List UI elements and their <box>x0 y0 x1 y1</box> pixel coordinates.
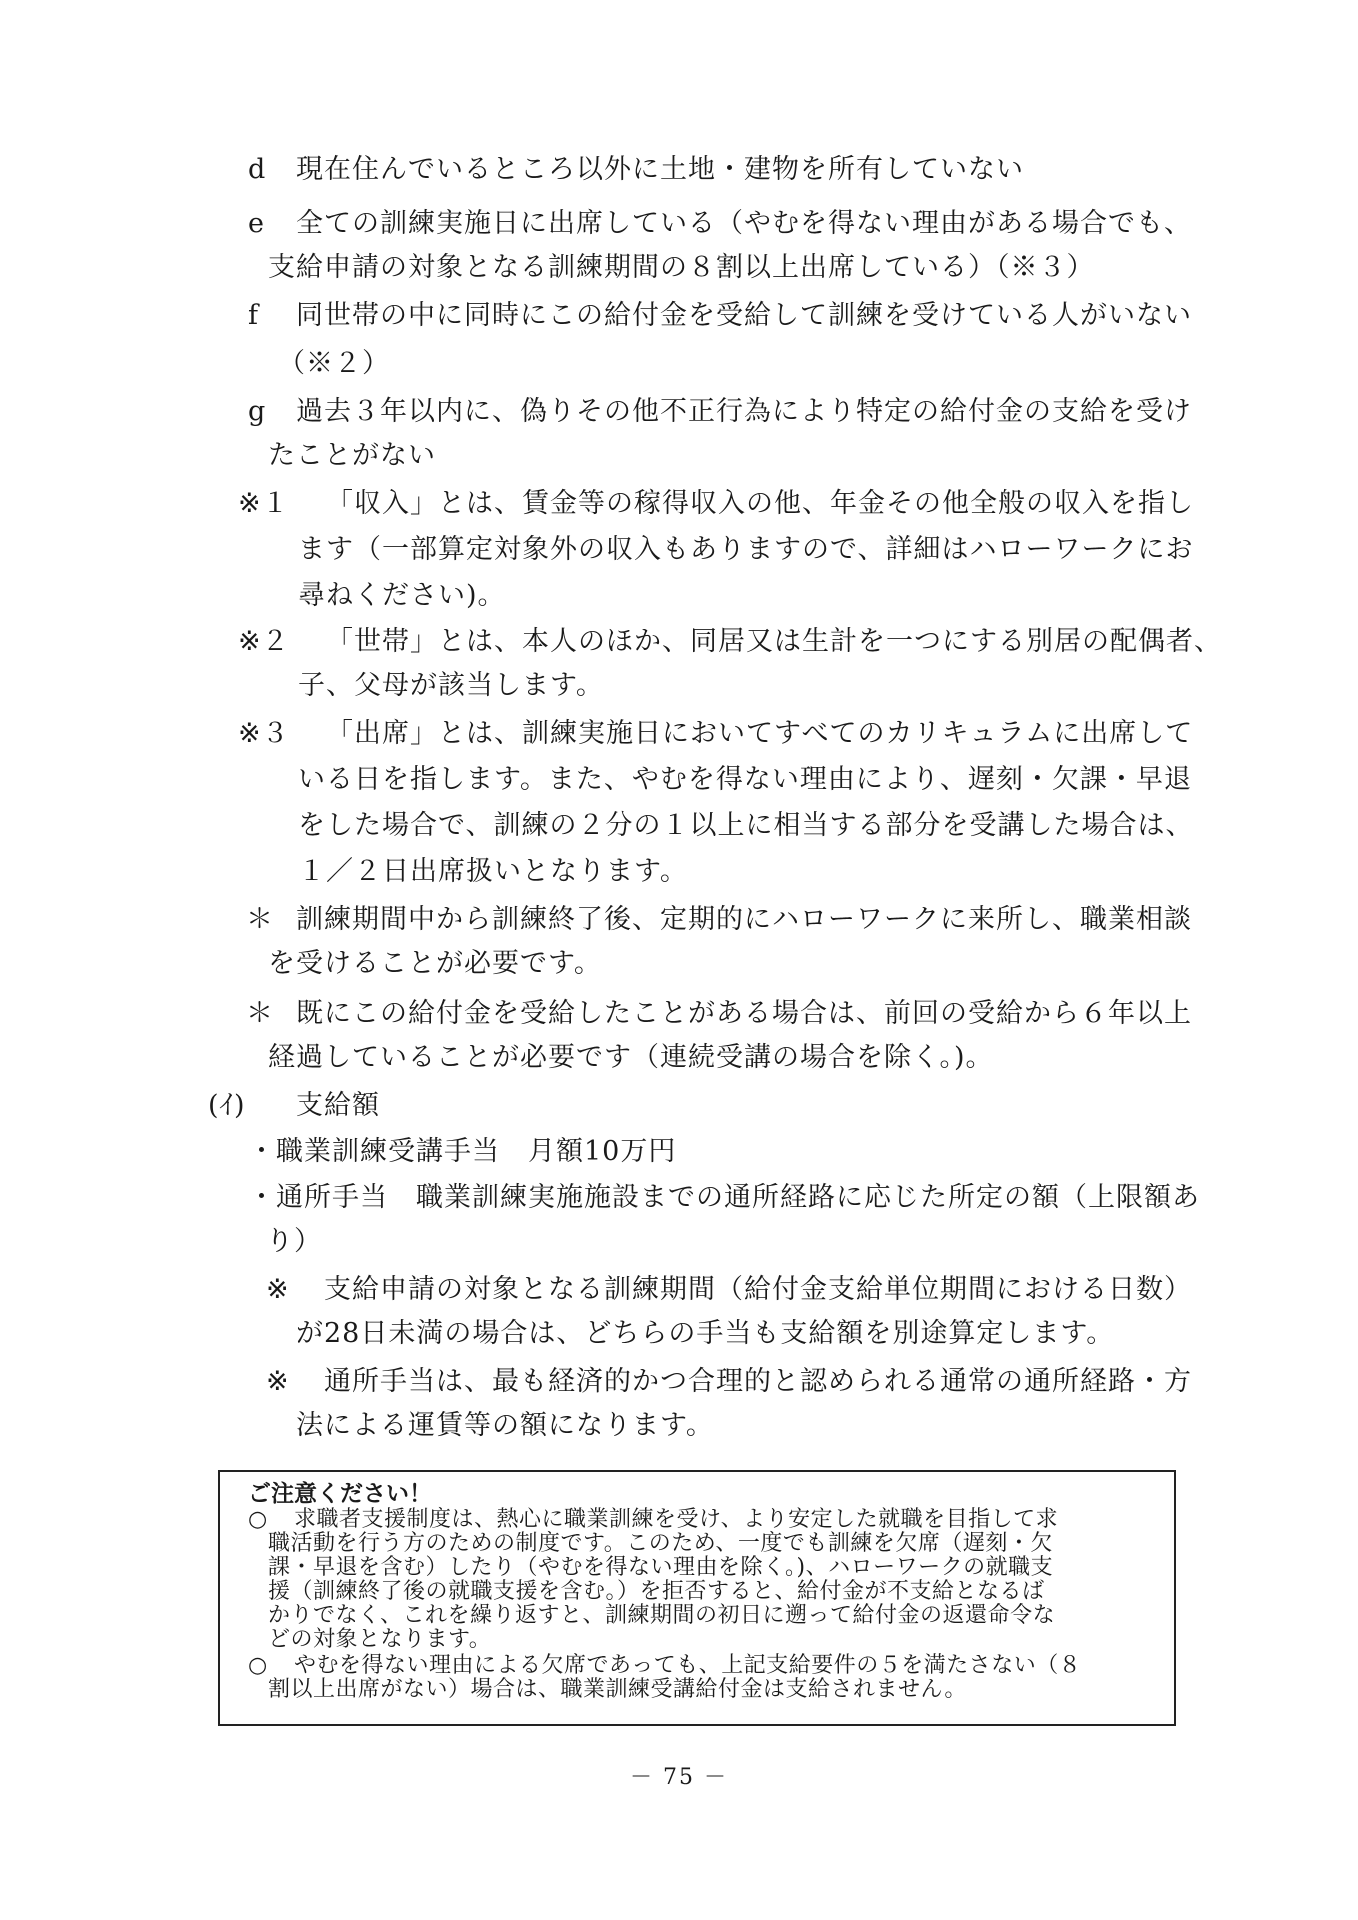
note-1-cont <box>298 576 506 616</box>
asterisk-note-1-cont <box>268 944 602 984</box>
asterisk-note-text: 既にこの給付金を受給したことがある場合は、前回の受給から６年以上 <box>296 998 1192 1029</box>
notice-item-text: かりでなく、これを繰り返すと、訓練期間の初日に遡って給付金の返還命令な <box>268 1603 1056 1628</box>
amount-note-2-cont <box>296 1406 714 1446</box>
condition-f-cont <box>278 344 390 384</box>
condition-text: 現在住んでいるところ以外に土地・建物を所有していない <box>296 154 1024 185</box>
asterisk-note-text: を受けることが必要です。 <box>268 948 602 979</box>
condition-g-cont <box>268 436 436 476</box>
notice-item-marker: ○ <box>248 1507 268 1532</box>
asterisk-note-1 <box>246 900 1192 940</box>
amount-note-text: 支給申請の対象となる訓練期間（給付金支給単位期間における日数） <box>324 1274 1192 1305</box>
note-2-cont <box>298 666 604 706</box>
note-text: 「世帯」とは、本人のほか、同居又は生計を一つにする別居の配偶者、 <box>326 626 1222 657</box>
condition-text: 同世帯の中に同時にこの給付金を受給して訓練を受けている人がいない <box>296 300 1192 331</box>
note-marker: ※３ <box>238 718 290 749</box>
amount-training-allowance <box>248 1132 676 1172</box>
note-3-cont <box>298 806 1193 846</box>
notice-item-marker: ○ <box>248 1653 268 1678</box>
condition-e-cont <box>268 248 1095 288</box>
condition-marker: g <box>248 396 267 427</box>
asterisk-marker: ＊ <box>246 904 274 935</box>
amount-text: り） <box>266 1226 322 1257</box>
note-text: １／２日出席扱いとなります。 <box>298 856 688 887</box>
condition-text: 支給申請の対象となる訓練期間の８割以上出席している）（※３） <box>268 252 1095 283</box>
condition-text: （※２） <box>278 348 390 379</box>
amount-note-text: 通所手当は、最も経済的かつ合理的と認められる通常の通所経路・方 <box>324 1366 1192 1397</box>
condition-text: 全ての訓練実施日に出席している（やむを得ない理由がある場合でも、 <box>296 208 1192 239</box>
amount-note-marker: ※ <box>266 1366 290 1397</box>
notice-item-text: 求職者支援制度は、熱心に職業訓練を受け、より安定した就職を目指して求 <box>294 1507 1059 1532</box>
note-1-cont <box>298 530 1193 570</box>
section-marker: (ｲ) <box>208 1090 246 1121</box>
asterisk-note-text: 経過していることが必要です（連続受講の場合を除く。)。 <box>268 1042 994 1073</box>
note-text: 子、父母が該当します。 <box>298 670 604 701</box>
amount-note-1 <box>266 1270 1192 1310</box>
section-heading <box>208 1086 380 1126</box>
note-marker: ※２ <box>238 626 290 657</box>
condition-e <box>248 204 1192 244</box>
note-marker: ※１ <box>238 488 290 519</box>
condition-marker: e <box>248 208 265 239</box>
notice-item-text: どの対象となります。 <box>268 1627 492 1652</box>
note-3 <box>238 714 1193 754</box>
notice-item-text: 援（訓練終了後の就職支援を含む。）を拒否すると、給付金が不支給となるば <box>268 1579 1045 1604</box>
notice-item-1 <box>248 1508 1058 1532</box>
notice-item-text: やむを得ない理由による欠席であっても、上記支給要件の５を満たさない（８ <box>294 1653 1082 1678</box>
notice-item-text: 職活動を行う方のための制度です。このため、一度でも訓練を欠席（遅刻・欠 <box>268 1531 1053 1556</box>
amount-note-marker: ※ <box>266 1274 290 1305</box>
condition-g <box>248 392 1192 432</box>
amount-note-text: が28日未満の場合は、どちらの手当も支給額を別途算定します。 <box>296 1318 1115 1349</box>
note-text: 尋ねください)。 <box>298 580 506 611</box>
asterisk-note-2-cont <box>268 1038 994 1078</box>
note-text: 「出席」とは、訓練実施日においてすべてのカリキュラムに出席して <box>326 718 1194 749</box>
amount-text: ・職業訓練受講手当 月額10万円 <box>248 1136 677 1167</box>
amount-text: ・通所手当 職業訓練実施施設までの通所経路に応じた所定の額（上限額あ <box>248 1182 1200 1213</box>
notice-item-2 <box>248 1654 1081 1678</box>
amount-commute-allowance-cont <box>266 1222 322 1262</box>
notice-item-text: 課・早退を含む）したり（やむを得ない理由を除く。)、ハローワークの就職支 <box>268 1555 1054 1580</box>
section-title: 支給額 <box>296 1090 380 1121</box>
asterisk-marker: ＊ <box>246 998 274 1029</box>
condition-f <box>248 296 1192 336</box>
condition-text: 過去３年以内に、偽りその他不正行為により特定の給付金の支給を受け <box>296 396 1192 427</box>
notice-item-2-cont <box>268 1678 967 1702</box>
condition-marker: f <box>248 300 259 331</box>
condition-d <box>248 150 1024 190</box>
note-3-cont <box>298 760 1192 800</box>
condition-text: たことがない <box>268 440 436 471</box>
notice-box <box>218 1470 1176 1726</box>
amount-note-2 <box>266 1362 1192 1402</box>
notice-title: ご注意ください！ <box>248 1481 432 1507</box>
notice-item-1-cont <box>268 1580 1045 1604</box>
amount-note-1-cont <box>296 1314 1114 1354</box>
note-text: ます（一部算定対象外の収入もありますので、詳細はハローワークにお <box>298 534 1194 565</box>
condition-marker: d <box>248 154 267 185</box>
notice-item-1-cont <box>268 1556 1053 1580</box>
page-number: － 75 － <box>630 1765 728 1790</box>
note-text: いる日を指します。また、やむを得ない理由により、遅刻・欠課・早退 <box>298 764 1192 795</box>
asterisk-note-2 <box>246 994 1192 1034</box>
notice-item-1-cont <box>268 1532 1053 1556</box>
asterisk-note-text: 訓練期間中から訓練終了後、定期的にハローワークに来所し、職業相談 <box>296 904 1192 935</box>
notice-item-1-cont <box>268 1628 491 1652</box>
note-text: 「収入」とは、賃金等の稼得収入の他、年金その他全般の収入を指し <box>326 488 1194 519</box>
note-text: をした場合で、訓練の２分の１以上に相当する部分を受講した場合は、 <box>298 810 1194 841</box>
note-2 <box>238 622 1222 662</box>
note-1 <box>238 484 1194 524</box>
note-3-cont <box>298 852 688 892</box>
notice-item-text: 割以上出席がない）場合は、職業訓練受講給付金は支給されません。 <box>268 1677 967 1702</box>
amount-commute-allowance <box>248 1178 1200 1218</box>
amount-note-text: 法による運賃等の額になります。 <box>296 1410 714 1441</box>
notice-item-1-cont <box>268 1604 1055 1628</box>
